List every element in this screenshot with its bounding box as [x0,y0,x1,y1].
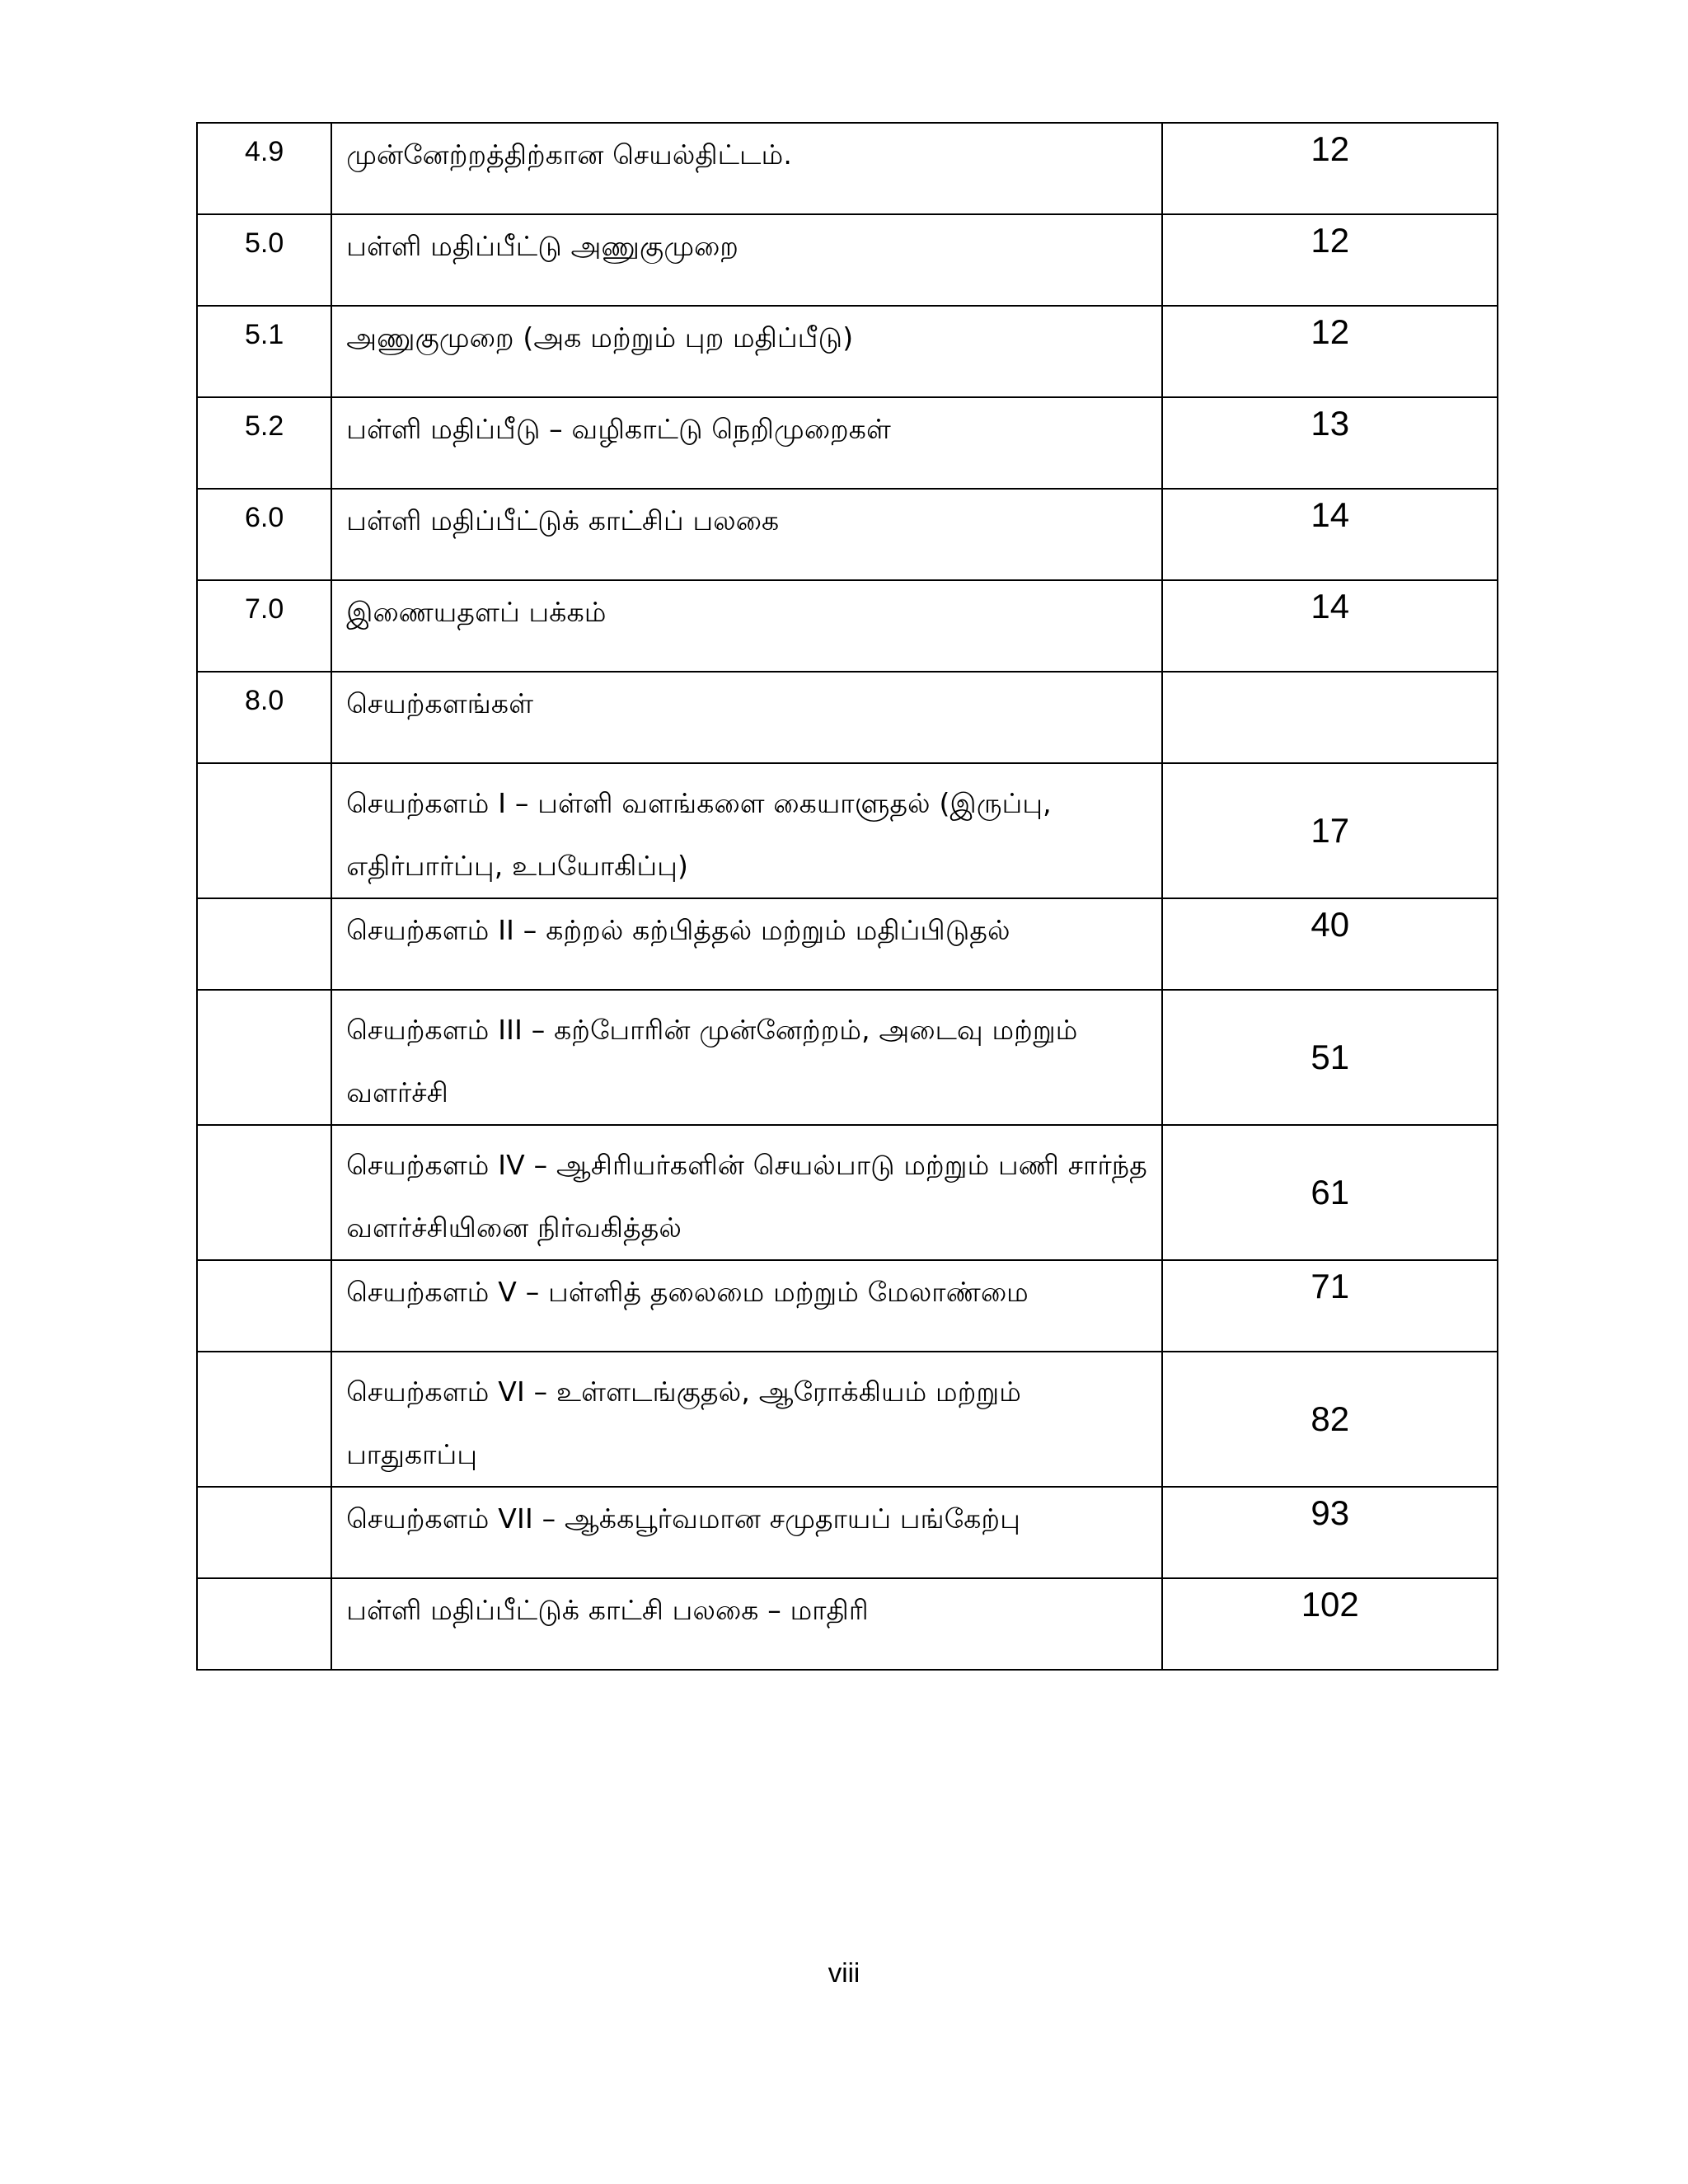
section-title: அணுகுமுறை (அக மற்றும் புற மதிப்பீடு) [331,306,1162,397]
section-number [197,763,331,898]
section-title: செயற்களம் III – கற்போரின் முன்னேற்றம், அடைவு மற்றும் வளர்ச்சி [331,990,1162,1125]
page-number: 82 [1162,1352,1498,1487]
section-number [197,1125,331,1260]
section-number: 8.0 [197,672,331,763]
table-row [197,990,1498,1125]
table-row [197,898,1498,990]
section-title: செயற்களம் V – பள்ளித் தலைமை மற்றும் மேலாண்மை [331,1260,1162,1352]
section-title: இணையதளப் பக்கம் [331,580,1162,672]
table-row [197,672,1498,763]
table-of-contents [196,122,1498,1671]
section-title: செயற்களம் IV – ஆசிரியர்களின் செயல்பாடு மற்றும் பணி சார்ந்த வளர்ச்சியினை நிர்வகித்தல் [331,1125,1162,1260]
section-title: செயற்களம் VI – உள்ளடங்குதல், ஆரோக்கியம் மற்றும் பாதுகாப்பு [331,1352,1162,1487]
section-title: பள்ளி மதிப்பீட்டுக் காட்சிப் பலகை [331,489,1162,580]
table-row [197,763,1498,898]
page-number: 17 [1162,763,1498,898]
table-row [197,1260,1498,1352]
page-number: 51 [1162,990,1498,1125]
page-number: 61 [1162,1125,1498,1260]
page-number: 71 [1162,1260,1498,1352]
table-row [197,1352,1498,1487]
page-number: 13 [1162,397,1498,489]
table-row [197,489,1498,580]
section-title: பள்ளி மதிப்பீட்டு அணுகுமுறை [331,214,1162,306]
page-number: 12 [1162,123,1498,214]
table-row [197,580,1498,672]
section-number [197,1352,331,1487]
footer-page-number: viii [828,1957,860,1988]
table-row [197,123,1498,214]
section-number: 5.0 [197,214,331,306]
section-title: செயற்களம் VII – ஆக்கபூர்வமான சமுதாயப் பங்கேற்பு [331,1487,1162,1578]
table-row [197,306,1498,397]
table-row [197,1578,1498,1670]
page-number: 93 [1162,1487,1498,1578]
section-number [197,1260,331,1352]
table-row [197,1487,1498,1578]
table-row [197,214,1498,306]
section-number: 6.0 [197,489,331,580]
section-title: செயற்களங்கள் [331,672,1162,763]
page-number [1162,672,1498,763]
section-title: பள்ளி மதிப்பீடு – வழிகாட்டு நெறிமுறைகள் [331,397,1162,489]
section-number: 5.2 [197,397,331,489]
section-number: 4.9 [197,123,331,214]
page-number: 14 [1162,489,1498,580]
page-number: 12 [1162,306,1498,397]
section-title: முன்னேற்றத்திற்கான செயல்திட்டம். [331,123,1162,214]
section-title: செயற்களம் I – பள்ளி வளங்களை கையாளுதல் (இருப்பு, எதிர்பார்ப்பு, உபயோகிப்பு) [331,763,1162,898]
table-row [197,1125,1498,1260]
table-row [197,397,1498,489]
section-number [197,1578,331,1670]
page-number: 14 [1162,580,1498,672]
section-number: 5.1 [197,306,331,397]
section-number [197,1487,331,1578]
section-number [197,898,331,990]
section-title: பள்ளி மதிப்பீட்டுக் காட்சி பலகை – மாதிரி [331,1578,1162,1670]
section-number [197,990,331,1125]
section-number: 7.0 [197,580,331,672]
page-number: 102 [1162,1578,1498,1670]
section-title: செயற்களம் II – கற்றல் கற்பித்தல் மற்றும் மதிப்பிடுதல் [331,898,1162,990]
page-number: 40 [1162,898,1498,990]
page-number: 12 [1162,214,1498,306]
